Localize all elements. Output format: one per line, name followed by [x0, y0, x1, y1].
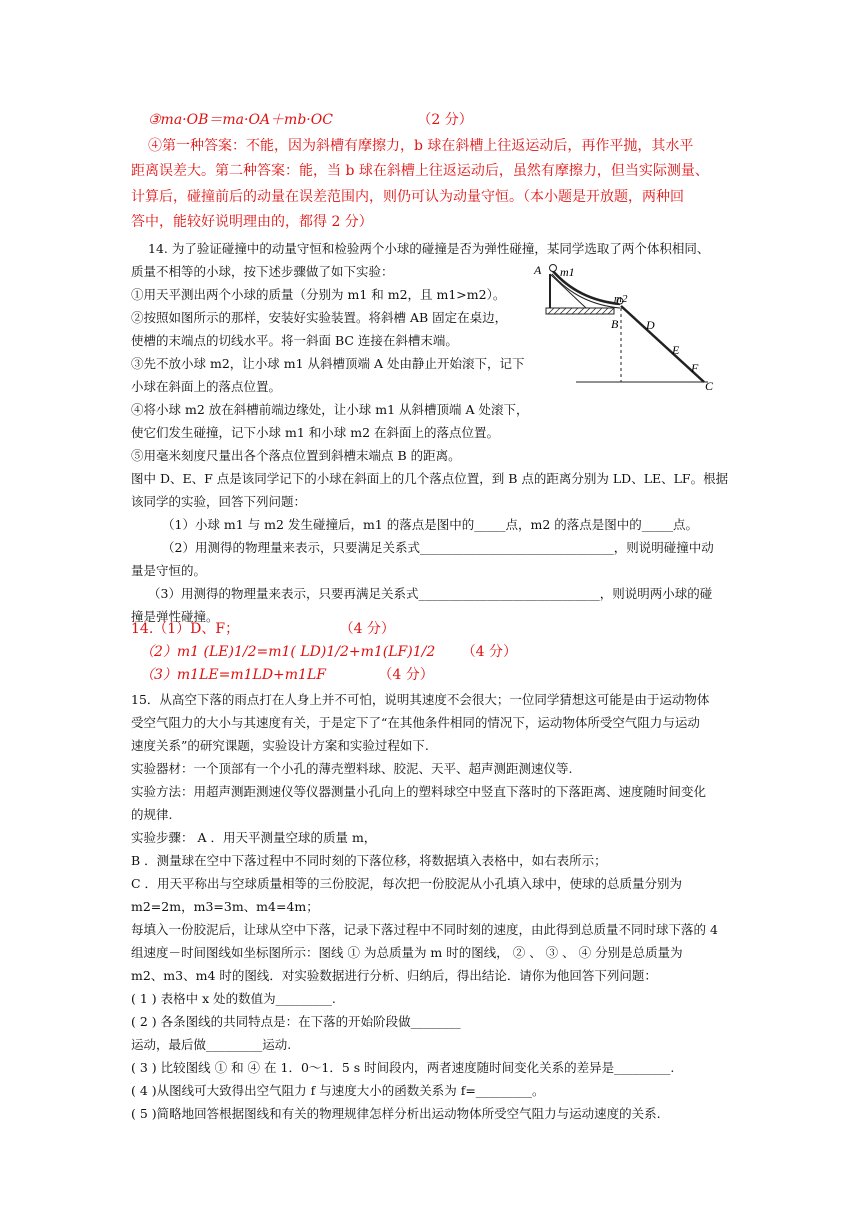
q15-line8: B ．测量球在空中下落过程中不同时刻的下落位移，将数据填入表格中，如右表所示； [131, 853, 607, 868]
q15-line10: m2=2m，m3=3m、m4=4m； [131, 899, 319, 914]
q14-part2-line1: （2）用测得的物理量来表示，只要满足关系式_______________________________，则说明碰撞中动 [162, 540, 714, 555]
q15-q3: ( 3 ) 比较图线 ① 和 ④ 在 1．0～1．5 s 时间段内，两者速度随时间变化关系的差异是_________. [131, 1060, 675, 1075]
q14-step2-line1: ②按照如图所示的那样，安装好实验装置。将斜槽 AB 固定在桌边， [131, 310, 508, 325]
q15-line11: 每填入一份胶泥后，让球从空中下落，记录下落过程中不同时刻的速度，由此得到总质量不同时球下落的 4 [131, 922, 718, 937]
q14-desc-line2: 该同学的实验，回答下列问题： [131, 494, 307, 509]
q15-line2: 受空气阻力的大小与其速度有关，于是定下了“在其他条件相同的情况下，运动物体所受空气阻力与运动 [131, 715, 700, 730]
label-m2: m2 [614, 293, 628, 305]
q15-line3: 速度关系”的研究课题，实验设计方案和实验过程如下. [131, 738, 429, 753]
answer-13-4-line4: 答中，能较好说明理由的，都得 2 分） [131, 214, 373, 230]
q14-step3-line1: ③先不放小球 m2，让小球 m1 从斜槽顶端 A 处由静止开始滚下，记下 [131, 356, 525, 371]
q14-intro-line1: 14. 为了验证碰撞中的动量守恒和检验两个小球的碰撞是否为弹性碰撞，某同学选取了两个体积相同、 [148, 241, 710, 256]
q14-step5: ⑤用毫米刻度尺量出各个落点位置到斜槽末端点 B 的距离。 [131, 448, 461, 463]
q15-line9: C ．用天平称出与空球质量相等的三份胶泥，每次把一份胶泥从小孔填入球中，使球的总质量分别为 [131, 876, 683, 891]
q15-line4: 实验器材：一个顶部有一个小孔的薄壳塑料球、胶泥、天平、超声测距测速仪等. [131, 761, 573, 776]
q15-line5: 实验方法：用超声测距测速仪等仪器测量小孔向上的塑料球空中竖直下落时的下落距离、速度随时间变化 [131, 784, 707, 799]
q15-line12: 组速度－时间图线如坐标图所示：图线 ① 为总质量为 m 时的图线， ② 、 ③ 、 ④ 分别是总质量为 [131, 945, 683, 960]
answer-14-2: （2）m1 (LE)1/2=m1( LD)1/2+m1(LF)1/2 （4 分） [140, 644, 518, 660]
label-c: C [705, 379, 714, 393]
apparatus-diagram [528, 258, 748, 398]
label-d: D [646, 318, 655, 332]
q14-step4-line2: 使它们发生碰撞，记下小球 m1 和小球 m2 在斜面上的落点位置。 [131, 425, 500, 440]
q14-part2-line2: 量是守恒的。 [131, 563, 207, 578]
answer-14-3: （3）m1LE=m1LD+m1LF （4 分） [140, 667, 434, 683]
label-a: A [534, 263, 542, 277]
groove-brace [550, 274, 586, 308]
q14-step1: ①用天平测出两个小球的质量（分别为 m1 和 m2，且 m1>m2）。 [131, 287, 506, 302]
answer-13-4-line1: ④第一种答案：不能，因为斜槽有摩擦力，b 球在斜槽上往返运动后，再作平抛，其水平 [148, 138, 694, 154]
q15-line13: m2、m3、m4 时的图线．对实验数据进行分析、归纳后，得出结论．请你为他回答下列问题： [131, 968, 657, 983]
q15-q5: ( 5 )简略地回答根据图线和有关的物理规律怎样分析出运动物体所受空气阻力与运动速度的关系. [131, 1106, 661, 1121]
answer-14-1: 14.（1）D、F； （4 分） [131, 621, 395, 637]
table-top [546, 308, 614, 314]
q14-desc-line1: 图中 D、E、F 点是该同学记下的小球在斜面上的几个落点位置，到 B 点的距离分别为 LD、LE、LF。根据 [131, 471, 729, 486]
label-m1: m1 [560, 265, 575, 279]
q14-part3-line2: 撞是弹性碰撞。 [131, 609, 219, 624]
q14-step4-line1: ④将小球 m2 放在斜槽前端边缘处，让小球 m1 从斜槽顶端 A 处滚下， [131, 402, 529, 417]
q15-line1: 15．从高空下落的雨点打在人身上并不可怕，说明其速度不会很大；一位同学猜想这可能是由于运动物体 [131, 692, 710, 707]
answer-13-4-line3: 计算后，碰撞前后的动量在误差范围内，则仍可认为动量守恒。（本小题是开放题，两种回 [131, 189, 684, 205]
answer-13-4-line2: 距离误差大。第二种答案：能，当 b 球在斜槽上往返运动后，虽然有摩擦力，但当实际测量、 [131, 163, 709, 179]
q15-q1: ( 1 ) 表格中 x 处的数值为_________. [131, 991, 336, 1006]
label-b: B [611, 317, 619, 331]
q15-line7: 实验步骤： A ．用天平测量空球的质量 m， [131, 830, 377, 845]
q14-intro-line2: 质量不相等的小球，按下述步骤做了如下实验： [131, 264, 394, 279]
q14-step3-line2: 小球在斜面上的落点位置。 [131, 379, 282, 394]
table-hatching [548, 308, 614, 314]
q14-step2-line2: 使槽的末端点的切线水平。将一斜面 BC 连接在斜槽末端。 [131, 333, 458, 348]
q15-q2-line2: 运动，最后做_________运动. [131, 1037, 292, 1052]
ball-m1 [550, 265, 557, 272]
q15-q4: ( 4 )从图线可大致得出空气阻力 f 与速度大小的函数关系为 f=_________。 [131, 1083, 545, 1098]
q15-q2-line1: ( 2 ) 各条图线的共同特点是：在下落的开始阶段做________ [131, 1014, 461, 1029]
q15-line6: 的规律. [131, 807, 173, 822]
label-f: F [691, 361, 699, 375]
answer-13-3: ③ma·OB＝ma·OA＋mb·OC （2 分） [148, 112, 473, 128]
q14-part1: （1）小球 m1 与 m2 发生碰撞后，m1 的落点是图中的_____点，m2 的落点是图中的_____点。 [162, 517, 699, 532]
label-e: E [672, 343, 680, 357]
q14-part3-line1: （3）用测得的物理量来表示，只要再满足关系式_____________________________，则说明两小球的碰 [148, 586, 713, 601]
